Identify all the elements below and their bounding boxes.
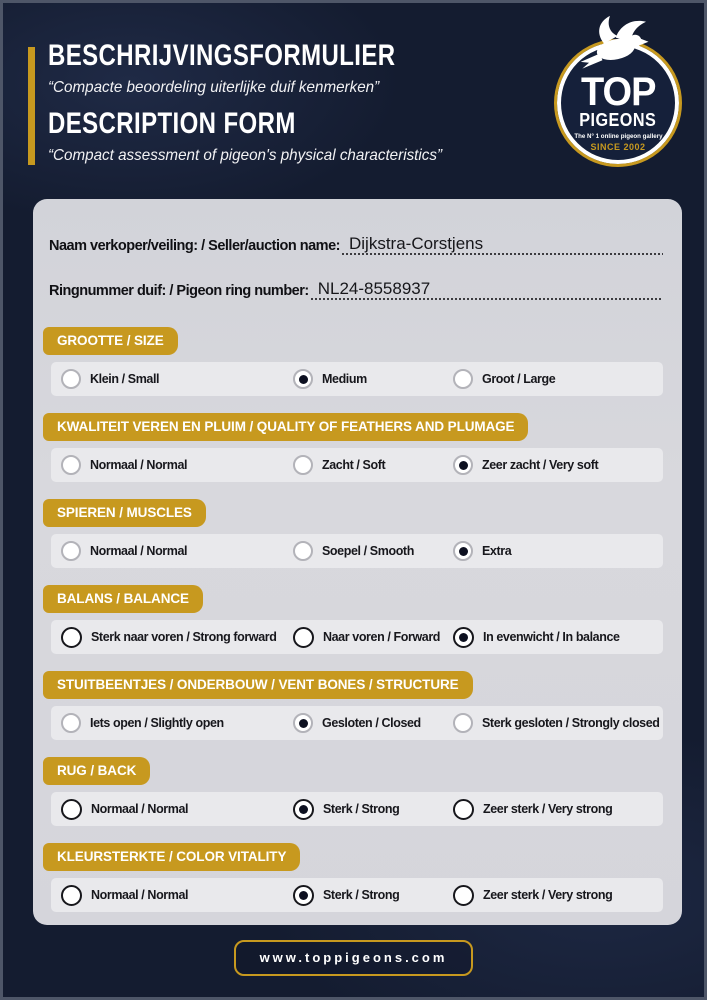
radio-label: Sterk / Strong	[323, 888, 400, 902]
section-balance-title: BALANS / BALANCE	[43, 585, 203, 613]
radio-label: Naar voren / Forward	[323, 630, 441, 644]
dove-icon	[566, 15, 662, 77]
radio-option[interactable]	[61, 369, 293, 389]
radio-option[interactable]	[453, 627, 657, 648]
radio-button[interactable]	[293, 541, 313, 561]
title-dutch: BESCHRIJVINGSFORMULIER	[48, 39, 396, 72]
section-balance	[33, 585, 682, 654]
section-size	[33, 327, 682, 396]
radio-option[interactable]	[453, 885, 657, 906]
radio-button[interactable]	[61, 799, 82, 820]
radio-label: Zacht / Soft	[322, 458, 386, 472]
radio-option[interactable]	[61, 541, 293, 561]
radio-button[interactable]	[61, 541, 81, 561]
radio-option[interactable]	[293, 541, 453, 561]
section-back	[33, 757, 682, 826]
radio-button[interactable]	[453, 627, 474, 648]
radio-option[interactable]	[453, 541, 657, 561]
radio-button[interactable]	[453, 713, 473, 733]
radio-label: Normaal / Normal	[91, 802, 189, 816]
ring-number-input[interactable]	[311, 276, 663, 300]
form-card	[33, 199, 682, 925]
radio-button[interactable]	[453, 541, 473, 561]
radio-button[interactable]	[293, 885, 314, 906]
radio-label: Medium	[322, 372, 367, 386]
radio-button[interactable]	[293, 627, 314, 648]
section-balance-options	[51, 620, 663, 654]
page-header	[3, 3, 704, 199]
section-color-vitality-options	[51, 878, 663, 912]
radio-button[interactable]	[293, 369, 313, 389]
page-footer	[3, 919, 704, 997]
radio-button[interactable]	[453, 885, 474, 906]
radio-label: Normaal / Normal	[91, 888, 189, 902]
radio-option[interactable]	[453, 369, 657, 389]
ring-number-field	[49, 276, 663, 300]
gold-accent-bar	[28, 47, 35, 165]
radio-label: Sterk naar voren / Strong forward	[91, 630, 277, 644]
radio-label: Soepel / Smooth	[322, 544, 414, 558]
section-feathers-options	[51, 448, 663, 482]
logo-word-top: TOP	[580, 70, 656, 114]
radio-option[interactable]	[61, 885, 293, 906]
radio-button[interactable]	[61, 455, 81, 475]
radio-option[interactable]	[293, 627, 453, 648]
radio-button[interactable]	[61, 885, 82, 906]
logo-since: SINCE 2002	[590, 142, 646, 152]
radio-option[interactable]	[453, 799, 657, 820]
radio-option[interactable]	[293, 369, 453, 389]
radio-label: In evenwicht / In balance	[483, 630, 620, 644]
section-vent-bones	[33, 671, 682, 740]
radio-option[interactable]	[293, 885, 453, 906]
radio-option[interactable]	[293, 455, 453, 475]
radio-option[interactable]	[293, 713, 453, 733]
rating-sections	[33, 321, 682, 912]
radio-button[interactable]	[453, 455, 473, 475]
website-button[interactable]: www.toppigeons.com	[234, 940, 474, 976]
subtitle-dutch: “Compacte beoordeling uiterlijke duif kenmerken”	[48, 79, 380, 96]
logo-tagline: The N° 1 online pigeon gallery	[573, 133, 663, 140]
radio-option[interactable]	[293, 799, 453, 820]
radio-label: Normaal / Normal	[90, 458, 188, 472]
radio-label: Zeer sterk / Very strong	[483, 802, 613, 816]
section-muscles	[33, 499, 682, 568]
radio-button[interactable]	[61, 369, 81, 389]
seller-name-field	[49, 231, 663, 255]
ring-number-label: Ringnummer duif: / Pigeon ring number:	[49, 283, 309, 299]
section-feathers-title: KWALITEIT VEREN EN PLUIM / QUALITY OF FEATHERS AND PLUMAGE	[43, 413, 528, 441]
section-back-options	[51, 792, 663, 826]
section-size-title: GROOTTE / SIZE	[43, 327, 178, 355]
name-fields	[33, 199, 682, 300]
radio-button[interactable]	[293, 713, 313, 733]
radio-label: Zeer sterk / Very strong	[483, 888, 613, 902]
radio-option[interactable]	[61, 455, 293, 475]
top-pigeons-logo	[550, 19, 686, 167]
section-vent-bones-title: STUITBEENTJES / ONDERBOUW / VENT BONES / STRUCTURE	[43, 671, 473, 699]
radio-label: Klein / Small	[90, 372, 160, 386]
radio-label: Iets open / Slightly open	[90, 716, 224, 730]
radio-button[interactable]	[61, 627, 82, 648]
radio-option[interactable]	[453, 455, 657, 475]
radio-button[interactable]	[61, 713, 81, 733]
header-titles	[48, 39, 482, 175]
radio-button[interactable]	[293, 455, 313, 475]
seller-name-value: Dijkstra-Corstjens	[348, 234, 484, 253]
section-size-options	[51, 362, 663, 396]
radio-label: Sterk / Strong	[323, 802, 400, 816]
ring-number-value: NL24-8558937	[317, 279, 431, 298]
radio-button[interactable]	[453, 799, 474, 820]
radio-button[interactable]	[293, 799, 314, 820]
radio-label: Groot / Large	[482, 372, 556, 386]
radio-label: Gesloten / Closed	[322, 716, 421, 730]
section-muscles-title: SPIEREN / MUSCLES	[43, 499, 206, 527]
radio-option[interactable]	[61, 799, 293, 820]
radio-label: Normaal / Normal	[90, 544, 188, 558]
radio-label: Sterk gesloten / Strongly closed	[482, 716, 660, 730]
title-english: DESCRIPTION FORM	[48, 107, 296, 140]
section-color-vitality	[33, 843, 682, 912]
radio-label: Extra	[482, 544, 512, 558]
subtitle-english: “Compact assessment of pigeon's physical characteristics”	[48, 147, 443, 164]
section-color-vitality-title: KLEURSTERKTE / COLOR VITALITY	[43, 843, 300, 871]
section-feathers	[33, 413, 682, 482]
section-vent-bones-options	[51, 706, 663, 740]
section-back-title: RUG / BACK	[43, 757, 150, 785]
radio-option[interactable]	[61, 713, 293, 733]
radio-label: Zeer zacht / Very soft	[482, 458, 599, 472]
radio-option[interactable]	[61, 627, 293, 648]
radio-button[interactable]	[453, 369, 473, 389]
logo-word-pigeons: PIGEONS	[579, 110, 657, 130]
seller-name-label: Naam verkoper/veiling: / Seller/auction name:	[49, 238, 340, 254]
radio-option[interactable]	[453, 713, 660, 733]
section-muscles-options	[51, 534, 663, 568]
seller-name-input[interactable]	[342, 231, 663, 255]
